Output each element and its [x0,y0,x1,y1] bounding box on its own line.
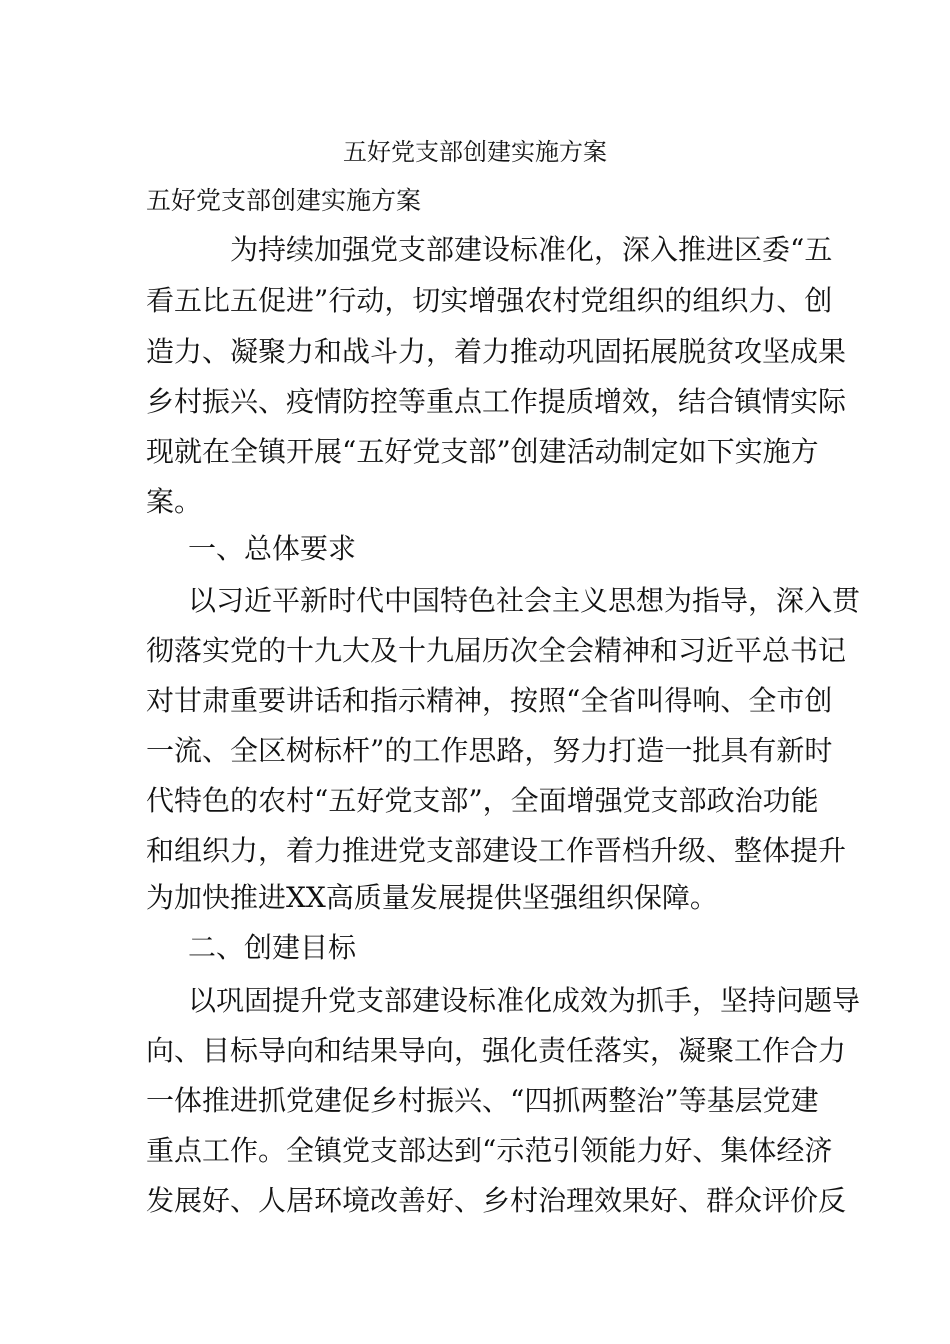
paragraph-line: 和组织力，着力推进党支部建设工作晋档升级、整体提升 [146,834,847,867]
paragraph-line: 向、目标导向和结果导向，强化责任落实，凝聚工作合力 [146,1034,847,1067]
paragraph-line: 对甘肃重要讲话和指示精神，按照“全省叫得响、全市创 [146,684,833,717]
paragraph-line: 造力、凝聚力和战斗力，着力推动巩固拓展脱贫攻坚成果 [146,335,847,368]
paragraph-line: 现就在全镇开展“五好党支部”创建活动制定如下实施方 [146,435,819,468]
paragraph-line: 彻落实党的十九大及十九届历次全会精神和习近平总书记 [146,634,847,667]
paragraph-line: 以习近平新时代中国特色社会主义思想为指导，深入贯 [188,584,861,617]
paragraph-line: 为加快推进XX高质量发展提供坚强组织保障。 [146,881,718,914]
paragraph-line: 乡村振兴、疫情防控等重点工作提质增效，结合镇情实际 [146,385,847,418]
section-heading: 二、创建目标 [188,931,357,964]
paragraph-line: 为持续加强党支部建设标准化，深入推进区委“五 [230,233,833,266]
paragraph-line: 发展好、人居环境改善好、乡村治理效果好、群众评价反 [146,1184,847,1217]
paragraph-line: 案。 [146,485,203,518]
paragraph-line: 以巩固提升党支部建设标准化成效为抓手，坚持问题导 [188,984,861,1017]
document-title: 五好党支部创建实施方案 [343,138,607,166]
paragraph-line: 重点工作。全镇党支部达到“示范引领能力好、集体经济 [146,1134,833,1167]
paragraph-line: 一流、全区树标杆”的工作思路，努力打造一批具有新时 [146,734,833,767]
section-heading: 一、总体要求 [188,532,357,565]
paragraph-line: 一体推进抓党建促乡村振兴、“四抓两整治”等基层党建 [146,1084,819,1117]
paragraph-line: 看五比五促进”行动，切实增强农村党组织的组织力、创 [146,284,833,317]
document-subtitle: 五好党支部创建实施方案 [146,186,422,215]
paragraph-line: 代特色的农村“五好党支部”，全面增强党支部政治功能 [146,784,819,817]
